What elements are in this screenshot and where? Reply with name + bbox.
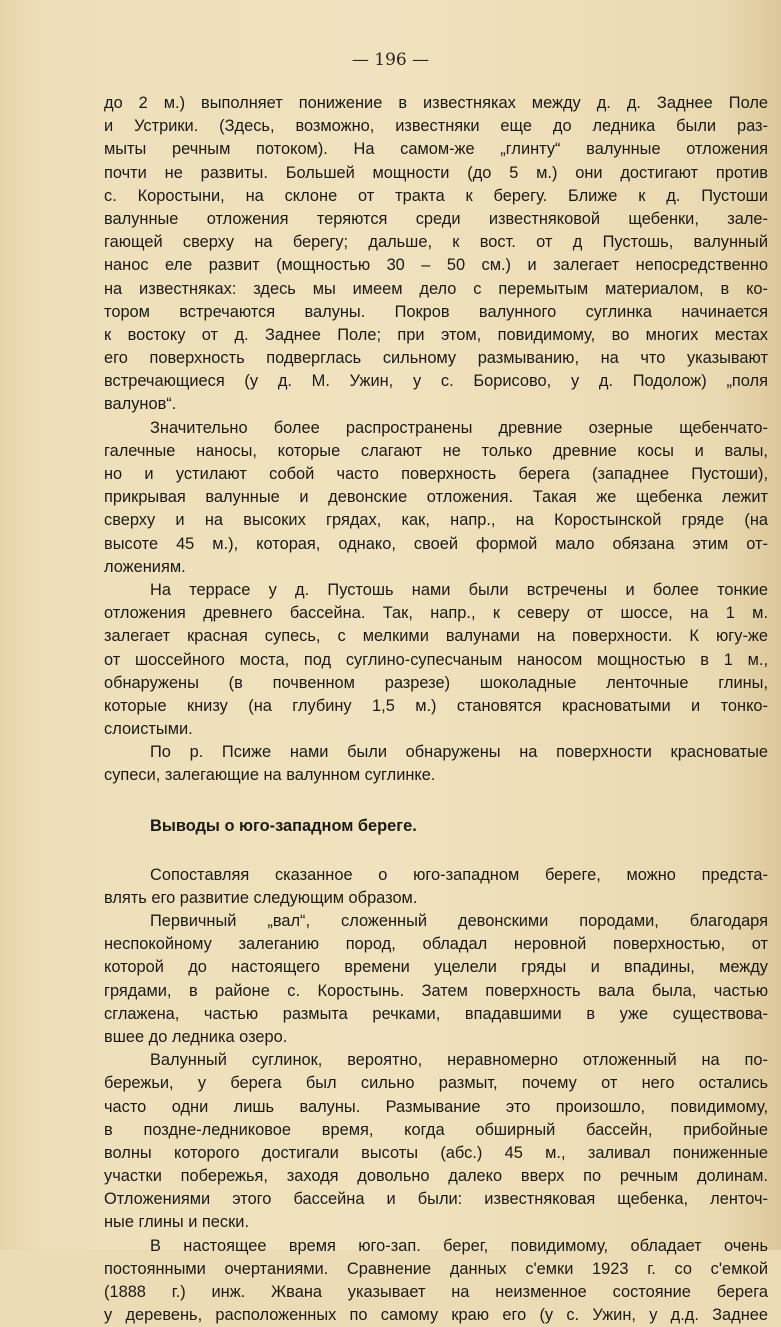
text-line: но и устилают собой часто поверхность берега (западнее Пустоши), xyxy=(104,465,768,483)
text-line: постоянными очертаниями. Сравнение данных с'емки 1923 г. со с'емкой xyxy=(104,1259,768,1278)
text-line: которые книзу (на глубину 1,5 м.) становятся красноватыми и тонко- xyxy=(104,696,768,715)
paragraph xyxy=(104,92,768,417)
text-after-heading xyxy=(104,864,768,1327)
text-before-heading xyxy=(104,92,768,788)
text-line: Значительно более распространены древние озерные щебенчато- xyxy=(150,418,768,437)
paragraph xyxy=(104,1049,768,1235)
text-line: Отложениями этого бассейна и были: известняковая щебенка, ленточ- xyxy=(104,1190,768,1209)
text-line: По р. Псиже нами были обнаружены на поверхности красноватые xyxy=(150,743,768,762)
text-line: от шоссейного моста, под суглино-супесчаным наносом мощностью в 1 м., xyxy=(104,650,768,669)
text-line: к востоку от д. Заднее Поле; при этом, повидимому, во многих местах xyxy=(104,325,768,344)
paragraph xyxy=(104,1235,768,1327)
text-line: почти не развиты. Большей мощности (до 5 м.) они достигают против xyxy=(104,163,768,182)
text-line: вшее до ледника озеро. xyxy=(104,1027,288,1046)
text-line: высоте 45 м.), которая, однако, своей формой мало обязана этим от- xyxy=(104,534,768,553)
text-line: участки побережья, заходя довольно далеко вверх по речным долинам. xyxy=(104,1167,768,1186)
text-line: гающей сверху на берегу; дальше, к вост. от д Пустошь, валунный xyxy=(104,233,768,252)
text-line: сглажена, частью размыта речками, впадавшими в уже существова- xyxy=(104,1004,768,1023)
text-line: отложения древнего бассейна. Так, напр., к северу от шоссе, на 1 м. xyxy=(104,604,768,623)
text-line: слоистыми. xyxy=(104,720,193,739)
paragraph xyxy=(104,910,768,1049)
page-body xyxy=(104,92,768,1327)
paragraph xyxy=(104,417,768,579)
paragraph xyxy=(104,741,768,787)
text-line: влять его развитие следующим образом. xyxy=(104,888,418,907)
text-line: Валунный суглинок, вероятно, неравномерно отложенный на по- xyxy=(150,1051,768,1070)
page-number: — 196 — xyxy=(351,50,430,70)
text-line: бережьи, у берега был сильно размыт, почему от него остались xyxy=(104,1074,768,1093)
text-line: На террасе у д. Пустошь нами были встречены и более тонкие xyxy=(150,580,768,599)
text-line: тором встречаются валуны. Покров валунного суглинка начинается xyxy=(104,302,768,321)
text-line: до 2 м.) выполняет понижение в известняках между д. д. Заднее Поле xyxy=(104,94,768,112)
paragraph xyxy=(104,579,768,741)
text-line: встречающиеся (у д. М. Ужин, у с. Борисово, у д. Подолож) „поля xyxy=(104,372,768,391)
text-line: В настоящее время юго-зап. берег, повидимому, обладает очень xyxy=(150,1236,768,1255)
paragraph xyxy=(104,864,768,910)
text-line: и Устрики. (Здесь, возможно, известняки еще до ледника были раз- xyxy=(104,117,768,136)
text-line: грядами, в районе с. Коростынь. Затем поверхность вала была, частью xyxy=(104,981,768,1000)
text-line: волны которого достигали высоты (абс.) 45 м., заливал пониженные xyxy=(104,1143,768,1162)
text-line: Сопоставляя сказанное о юго-западном береге, можно предста- xyxy=(150,865,768,884)
text-line: его поверхность подверглась сильному размыванию, на что указывают xyxy=(104,349,768,368)
text-line: супеси, залегающие на валунном суглинке. xyxy=(104,766,436,785)
text-line: ложениям. xyxy=(104,557,186,576)
text-line: сверху и на высоких грядах, как, напр., на Коростынской гряде (на xyxy=(104,511,768,530)
text-line: с. Коростыни, на склоне от тракта к берегу. Ближе к д. Пустоши xyxy=(104,186,768,205)
text-line: прикрывая валунные и девонские отложения. Такая же щебенка лежит xyxy=(104,488,768,507)
text-line: на известняках: здесь мы имеем дело с перемытым материалом, в ко- xyxy=(104,279,768,298)
text-line: у деревень, расположенных по самому краю его (у с. Ужин, у д.д. Заднее xyxy=(104,1306,768,1325)
text-line: валунные отложения теряются среди известняковой щебенки, зале- xyxy=(104,209,768,228)
text-line: ные глины и пески. xyxy=(104,1213,250,1232)
text-line: в поздне-ледниковое время, когда обширный бассейн, прибойные xyxy=(104,1120,768,1139)
text-line: неспокойному залеганию пород, обладал неровной поверхностью, от xyxy=(104,935,768,954)
text-line: которой до настоящего времени уцелели гряды и впадины, между xyxy=(104,958,768,977)
text-line: часто одни лишь валуны. Размывание это произошло, повидимому, xyxy=(104,1097,768,1116)
text-line: обнаружены (в почвенном разрезе) шоколадные ленточные глины, xyxy=(104,673,768,692)
text-line: нанос еле развит (мощностью 30 – 50 см.) и залегает непосредственно xyxy=(104,256,768,275)
text-line: залегает красная супесь, с мелкими валунами на поверхности. К югу-же xyxy=(104,627,768,646)
text-line: Первичный „вал“, сложенный девонскими породами, благодаря xyxy=(150,912,768,930)
text-line: мыты речным потоком). На самом-же „глинту“ валунные отложения xyxy=(104,140,768,159)
section-heading: Выводы о юго-западном береге. xyxy=(150,816,417,835)
text-line: (1888 г.) инж. Жвана указывает на неизменное состояние берега xyxy=(104,1283,768,1301)
text-line: валунов“. xyxy=(104,395,177,414)
text-line: галечные наносы, которые слагают не только древние косы и валы, xyxy=(104,441,768,460)
